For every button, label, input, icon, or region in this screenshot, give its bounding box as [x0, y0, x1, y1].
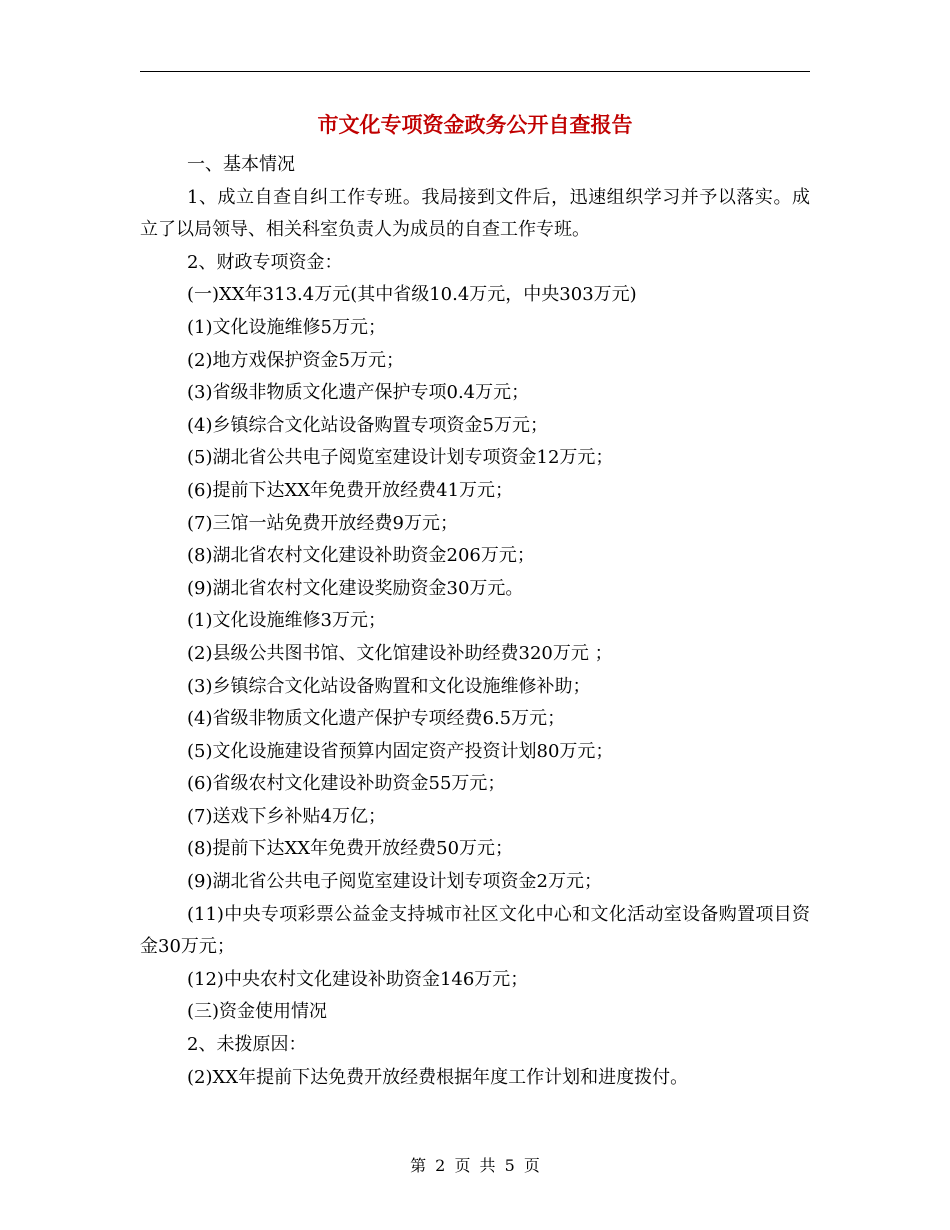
- paragraph: (7)送戏下乡补贴4万亿；: [187, 805, 386, 827]
- paragraph: (2)地方戏保护资金5万元；: [187, 349, 404, 371]
- paragraph: (7)三馆一站免费开放经费9万元；: [187, 512, 458, 534]
- paragraph: (8)提前下达XX年免费开放经费50万元；: [187, 838, 514, 860]
- paragraph: (6)提前下达XX年免费开放经费41万元；: [187, 479, 514, 501]
- paragraph: 一、基本情况: [187, 154, 295, 175]
- paragraph: (一)XX年313.4万元(其中省级10.4万元，中央303万元): [187, 284, 637, 306]
- paragraph: (4)乡镇综合文化站设备购置专项资金5万元；: [187, 414, 548, 436]
- paragraph: (11)中央专项彩票公益金支持城市社区文化中心和文化活动室设备购置项目资金30万元；: [140, 903, 810, 958]
- page-number: 第 2 页 共 5 页: [410, 1156, 540, 1175]
- paragraph: 1、成立自查自纠工作专班。我局接到文件后，迅速组织学习并予以落实。成立了以局领导、相关科室负责人为成员的自查工作专班。: [140, 186, 810, 241]
- paragraph: 2、财政专项资金：: [187, 251, 343, 273]
- paragraph: (1)文化设施维修5万元；: [187, 316, 386, 338]
- paragraph: (2)县级公共图书馆、文化馆建设补助经费320万元 ；: [187, 642, 613, 664]
- paragraph: (8)湖北省农村文化建设补助资金206万元；: [187, 545, 535, 567]
- document-title: 市文化专项资金政务公开自查报告: [317, 113, 633, 137]
- header-rule: [140, 71, 810, 72]
- paragraph: 2、未拨原因：: [187, 1034, 307, 1056]
- paragraph: (6)省级农村文化建设补助资金55万元；: [187, 773, 506, 795]
- paragraph: (3)乡镇综合文化站设备购置和文化设施维修补助；: [187, 675, 591, 697]
- document-body: [140, 149, 810, 1094]
- paragraph: (12)中央农村文化建设补助资金146万元；: [187, 968, 529, 990]
- paragraph: (9)湖北省公共电子阅览室建设计划专项资金2万元；: [187, 871, 602, 893]
- paragraph: (3)省级非物质文化遗产保护专项0.4万元；: [187, 382, 530, 404]
- paragraph: (4)省级非物质文化遗产保护专项经费6.5万元；: [187, 708, 566, 730]
- paragraph: (5)文化设施建设省预算内固定资产投资计划80万元；: [187, 740, 614, 762]
- paragraph: (5)湖北省公共电子阅览室建设计划专项资金12万元；: [187, 447, 614, 469]
- paragraph: (1)文化设施维修3万元；: [187, 610, 386, 632]
- paragraph: (2)XX年提前下达免费开放经费根据年度工作计划和进度拨付。: [187, 1066, 689, 1088]
- paragraph: (三)资金使用情况: [187, 1001, 328, 1023]
- paragraph: (9)湖北省农村文化建设奖励资金30万元。: [187, 577, 524, 599]
